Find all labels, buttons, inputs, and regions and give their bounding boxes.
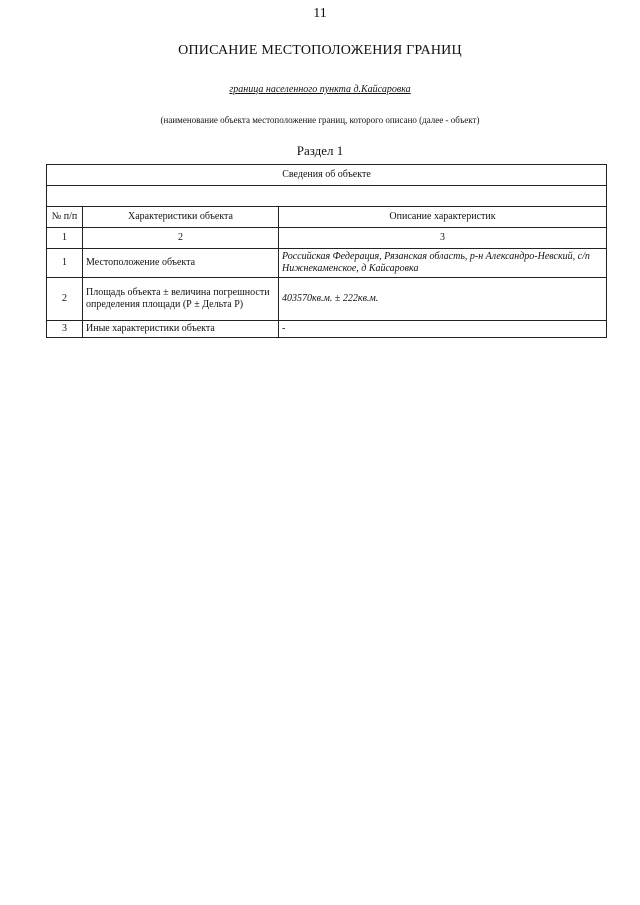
row-description: -	[279, 321, 607, 338]
table-heading: Сведения об объекте	[47, 165, 607, 186]
table-spacer	[47, 186, 607, 207]
column-number-3: 3	[279, 228, 607, 249]
object-info-table	[46, 164, 607, 338]
row-num: 3	[47, 321, 83, 338]
page-number: 11	[313, 6, 327, 21]
row-description: 403570кв.м. ± 222кв.м.	[279, 278, 607, 321]
column-header-description: Описание характеристик	[279, 207, 607, 228]
column-header-characteristic: Характеристики объекта	[83, 207, 279, 228]
object-caption: (наименование объекта местоположение границ, которого описано (далее - объект)	[160, 115, 480, 125]
document-title: ОПИСАНИЕ МЕСТОПОЛОЖЕНИЯ ГРАНИЦ	[178, 43, 462, 58]
table-spacer-row	[47, 186, 607, 207]
row-num: 1	[47, 249, 83, 278]
column-header-num: № п/п	[47, 207, 83, 228]
row-characteristic: Площадь объекта ± величина погрешности определения площади (Р ± Дельта Р)	[83, 278, 279, 321]
row-description: Российская Федерация, Рязанская область, р-н Александро-Невский, с/п Нижнекаменское, д Кайсаровка	[279, 249, 607, 278]
object-name: граница населенного пункта д.Кайсаровка	[229, 84, 411, 95]
table-row	[47, 278, 607, 321]
table-row	[47, 321, 607, 338]
row-characteristic: Иные характеристики объекта	[83, 321, 279, 338]
section-title: Раздел 1	[296, 143, 344, 158]
table-column-numbers-row	[47, 228, 607, 249]
row-characteristic: Местоположение объекта	[83, 249, 279, 278]
column-number-1: 1	[47, 228, 83, 249]
table-header-row	[47, 207, 607, 228]
table-row	[47, 249, 607, 278]
row-num: 2	[47, 278, 83, 321]
table-heading-row	[47, 165, 607, 186]
column-number-2: 2	[83, 228, 279, 249]
